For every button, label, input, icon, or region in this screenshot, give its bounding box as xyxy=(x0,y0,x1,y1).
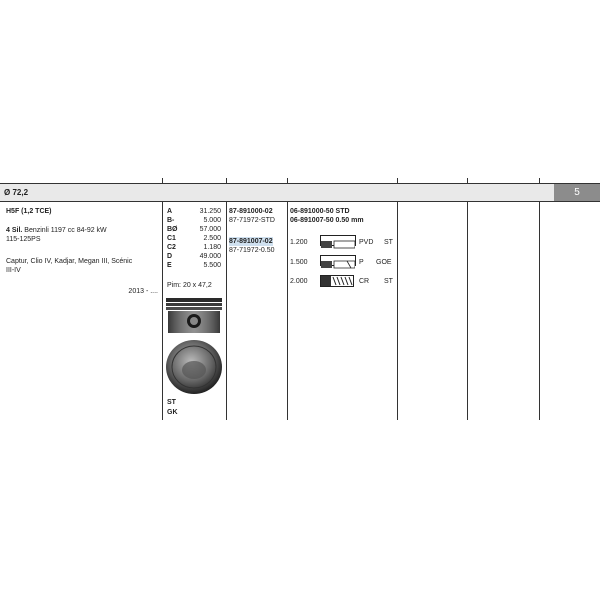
column-divider xyxy=(397,201,398,420)
ring-material: ST xyxy=(384,239,393,246)
top-rule xyxy=(0,183,600,184)
piston-code-highlighted: 87-891007-02 xyxy=(229,238,273,245)
header-bar xyxy=(0,184,600,201)
engine-power: 115-125PS xyxy=(6,236,41,243)
col-tick xyxy=(162,178,163,184)
column-divider xyxy=(467,201,468,420)
dim-value: 5.500 xyxy=(203,262,221,269)
ring-material: GOE xyxy=(376,259,392,266)
dim-value: 1.180 xyxy=(203,244,221,251)
vehicle-models: Captur, Clio IV, Kadjar, Megan III, Scénic xyxy=(6,258,133,265)
column-divider xyxy=(287,201,288,420)
column-divider xyxy=(539,201,540,420)
pin-size: Pim: 20 x 47,2 xyxy=(167,282,212,289)
column-divider xyxy=(162,201,163,420)
dim-label: C1 xyxy=(167,235,176,242)
piston-ref: 87-71972-0.50 xyxy=(229,247,275,254)
ring-thickness: 1.200 xyxy=(290,239,308,246)
piston-ref: 87-71972-STD xyxy=(229,217,275,224)
dim-value: 57.000 xyxy=(199,226,221,233)
col-tick xyxy=(287,178,288,184)
col-tick xyxy=(226,178,227,184)
code-gk: GK xyxy=(167,409,178,416)
ring-thickness: 2.000 xyxy=(290,278,308,285)
ring-coating: CR xyxy=(359,278,370,285)
header-rule xyxy=(0,201,600,202)
dim-value: 31.250 xyxy=(199,208,221,215)
dim-label: B- xyxy=(167,217,175,224)
ring-set-code: 06-891007-50 0.50 mm xyxy=(290,217,364,224)
dim-label: E xyxy=(167,262,172,269)
cylinder-count: 4 Sil. xyxy=(6,227,23,234)
engine-code: H5F (1,2 TCE) xyxy=(6,208,52,215)
dim-label: D xyxy=(167,253,173,260)
engine-spec xyxy=(6,226,107,235)
ring-material: ST xyxy=(384,278,393,285)
ring-coating: P xyxy=(359,259,364,266)
col-tick xyxy=(539,178,540,184)
dim-label: BØ xyxy=(167,226,178,233)
diameter-label: Ø 72,2 xyxy=(4,188,29,197)
page-number-badge: 5 xyxy=(554,184,600,201)
ring-thickness: 1.500 xyxy=(290,259,308,266)
ring-set-code: 06-891000-50 STD xyxy=(290,208,350,215)
dim-value: 49.000 xyxy=(199,253,221,260)
production-years: 2013 - .... xyxy=(128,288,158,295)
dim-label: A xyxy=(167,208,173,215)
piston-code: 87-891000-02 xyxy=(229,208,273,215)
piston-top-image xyxy=(165,338,223,396)
code-st: ST xyxy=(167,399,176,406)
compression-ring-icon xyxy=(320,235,356,246)
ring-coating: PVD xyxy=(359,239,374,246)
dim-value: 5.000 xyxy=(203,217,221,224)
col-tick xyxy=(397,178,398,184)
vehicle-models-cont: III-IV xyxy=(6,267,21,274)
oil-ring-icon xyxy=(320,274,354,286)
dim-label: C2 xyxy=(167,244,176,251)
dim-value: 2.500 xyxy=(203,235,221,242)
piston-side-image xyxy=(165,296,223,336)
engine-displacement: Benzinli 1197 cc 84-92 kW xyxy=(24,227,107,234)
col-tick xyxy=(467,178,468,184)
column-divider xyxy=(226,201,227,420)
scraper-ring-icon xyxy=(320,255,356,266)
